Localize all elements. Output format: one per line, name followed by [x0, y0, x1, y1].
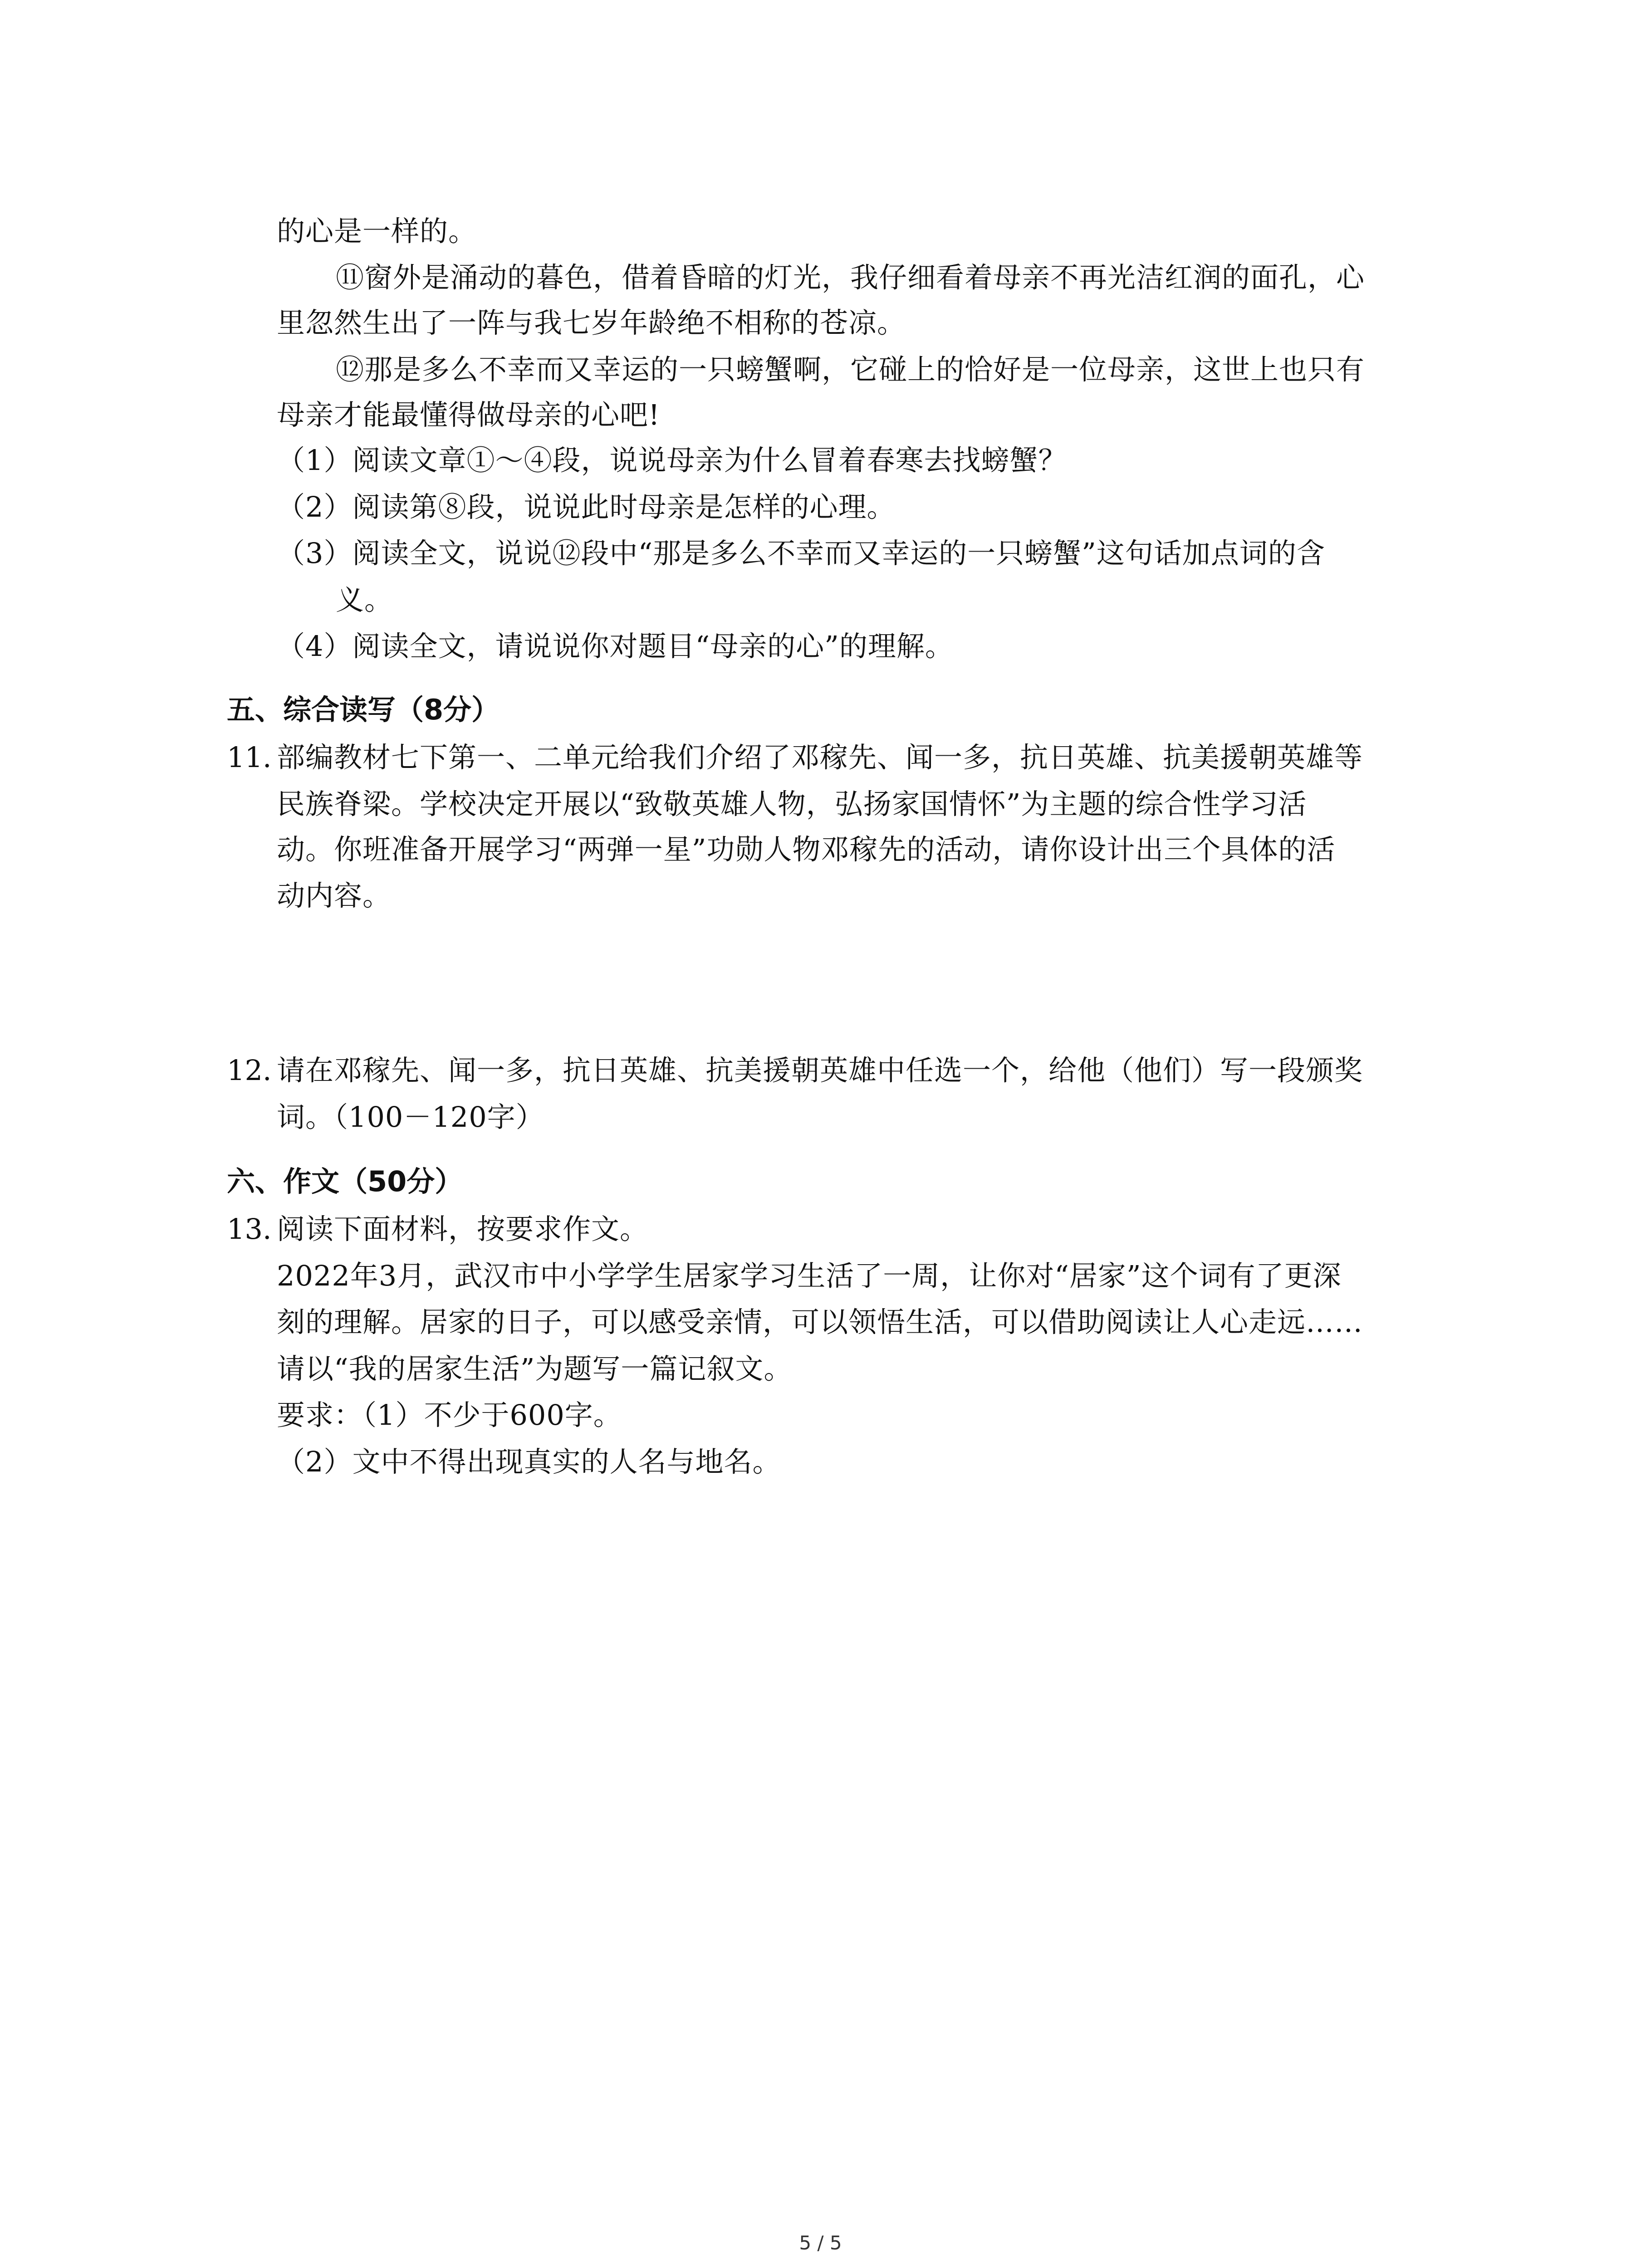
section-5-heading: 五、综合读写（8分） [227, 693, 500, 726]
paragraph-12-line-2: 母亲才能最懂得做母亲的心吧! [277, 398, 660, 431]
question-4: （4）阅读全文，请说说你对题目“母亲的心”的理解。 [277, 630, 954, 663]
question-13-line-2: 2022年3月，武汉市中小学学生居家学习生活了一周，让你对“居家”这个词有了更深 [277, 1259, 1342, 1292]
question-12-number: 12. [227, 1054, 272, 1087]
question-13-line-4: 请以“我的居家生活”为题写一篇记叙文。 [277, 1352, 793, 1385]
question-12-line-1: 请在邓稼先、闻一多，抗日英雄、抗美援朝英雄中任选一个，给他（他们）写一段颁奖 [277, 1054, 1363, 1087]
question-13-number: 13. [227, 1212, 272, 1246]
question-3-line-1: （3）阅读全文，说说⑫段中“那是多么不幸而又幸运的一只螃蟹”这句话加点词的含 [277, 537, 1325, 570]
paragraph-11-line-1: ⑪窗外是涌动的暮色，借着昏暗的灯光，我仔细看着母亲不再光洁红润的面孔，心 [336, 261, 1365, 294]
question-11-number: 11. [227, 741, 272, 774]
paragraph-12-line-1: ⑫那是多么不幸而又幸运的一只螃蟹啊，它碰上的恰好是一位母亲，这世上也只有 [336, 353, 1365, 386]
page-number: 5 / 5 [799, 2232, 842, 2254]
question-13-line-3: 刻的理解。居家的日子，可以感受亲情，可以领悟生活，可以借助阅读让人心走远…… [277, 1305, 1363, 1339]
section-6-heading: 六、作文（50分） [227, 1165, 463, 1198]
question-12-line-2: 词。（100－120字） [277, 1100, 544, 1134]
passage-tail: 的心是一样的。 [277, 215, 477, 248]
question-13-line-1: 阅读下面材料，按要求作文。 [277, 1212, 649, 1246]
question-13-requirement-2: （2）文中不得出现真实的人名与地名。 [277, 1445, 781, 1478]
question-11-line-4: 动内容。 [277, 879, 392, 912]
question-11-line-1: 部编教材七下第一、二单元给我们介绍了邓稼先、闻一多，抗日英雄、抗美援朝英雄等 [277, 741, 1363, 774]
question-1: （1）阅读文章①～④段，说说母亲为什么冒着春寒去找螃蟹？ [277, 444, 1067, 477]
paragraph-11-line-2: 里忽然生出了一阵与我七岁年龄绝不相称的苍凉。 [277, 306, 906, 339]
question-3-line-2: 义。 [336, 583, 393, 616]
question-13-requirement-1: 要求：（1）不少于600字。 [277, 1398, 622, 1432]
question-11-line-2: 民族脊梁。学校决定开展以“致敬英雄人物，弘扬家国情怀”为主题的综合性学习活 [277, 787, 1307, 821]
question-11-line-3: 动。你班准备开展学习“两弹一星”功勋人物邓稼先的活动，请你设计出三个具体的活 [277, 833, 1336, 866]
question-2: （2）阅读第⑧段，说说此时母亲是怎样的心理。 [277, 490, 896, 523]
